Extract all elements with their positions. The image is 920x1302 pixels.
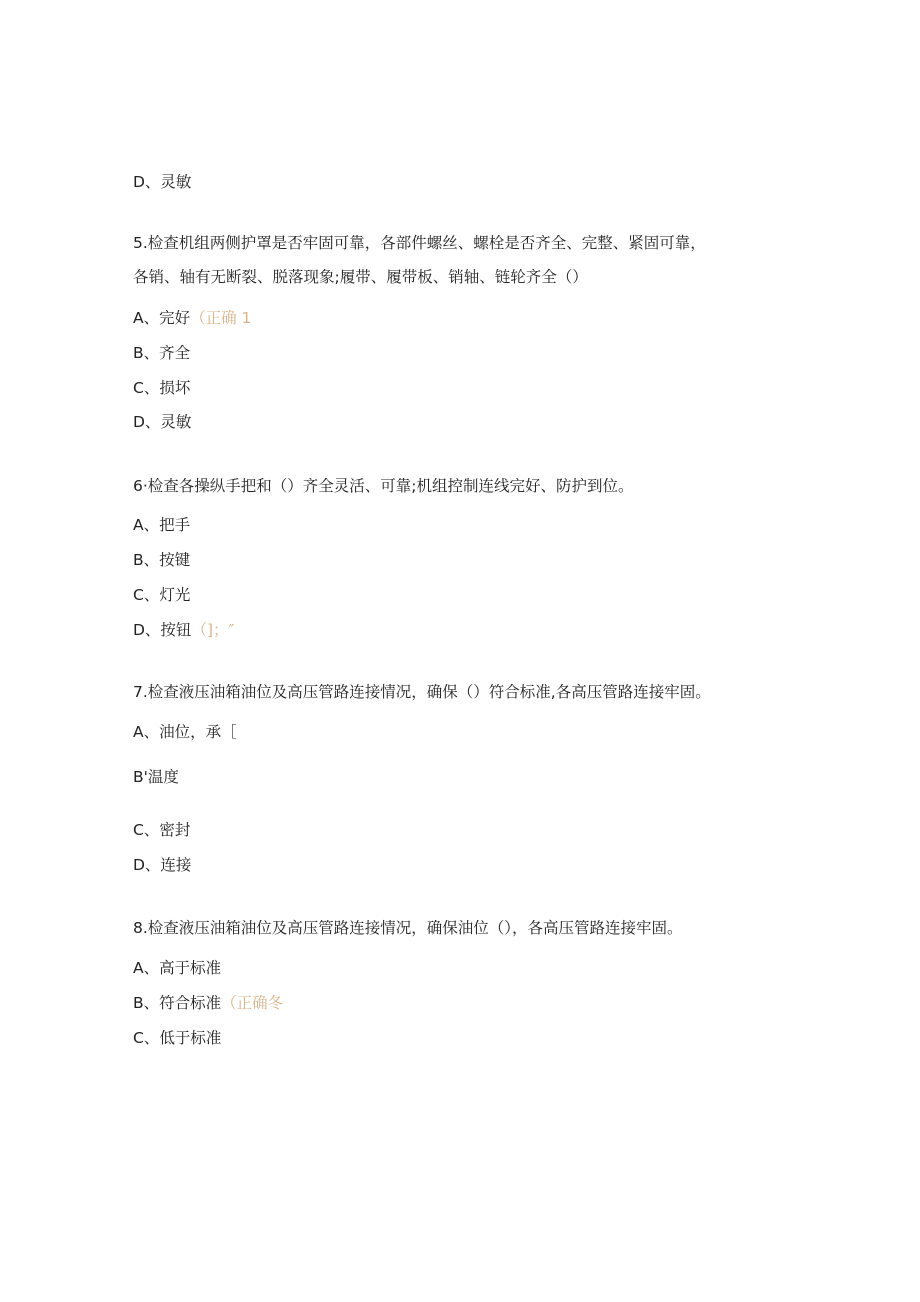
q4-option-d: D、灵敏 xyxy=(133,173,192,191)
q7-option-d: D、连接 xyxy=(133,856,192,874)
q8-option-c: C、低于标准 xyxy=(133,1029,222,1047)
q6-option-c: C、灯光 xyxy=(133,586,191,604)
q5-option-d: D、灵敏 xyxy=(133,413,192,431)
q5-option-a xyxy=(133,308,251,328)
q5-option-a-note: （正确 1 xyxy=(190,309,252,327)
q5-stem-line1: 5.检查机组两侧护罩是否牢固可靠，各部件螺丝、螺栓是否齐全、完整、紧固可靠， xyxy=(133,234,706,252)
q8-stem: 8.检查液压油箱油位及高压管路连接情况，确保油位（），各高压管路连接牢固。 xyxy=(133,919,683,937)
q6-option-d xyxy=(133,620,234,640)
q8-option-b xyxy=(133,993,283,1013)
q8-option-b-text: B、符合标准 xyxy=(133,994,222,1012)
q7-stem: 7.检查液压油箱油位及高压管路连接情况，确保（）符合标准,各高压管路连接牢固。 xyxy=(133,683,711,701)
q7-option-a: A、油位，承［ xyxy=(133,723,237,741)
q6-option-a: A、把手 xyxy=(133,516,191,534)
q7-option-c: C、密封 xyxy=(133,821,191,839)
q8-option-a: A、高于标准 xyxy=(133,959,222,977)
q5-option-c: C、损坏 xyxy=(133,379,191,397)
q5-stem-line2: 各销、轴有无断裂、脱落现象;履带、履带板、销轴、链轮齐全（） xyxy=(133,268,588,286)
q5-option-b: B、齐全 xyxy=(133,344,191,362)
q7-option-b: B'温度 xyxy=(133,768,179,786)
q5-option-a-text: A、完好 xyxy=(133,309,191,327)
q6-option-b: B、按键 xyxy=(133,551,191,569)
q6-option-d-note: （]；″ xyxy=(191,621,235,639)
q8-option-b-note: （正确冬 xyxy=(221,994,284,1012)
q6-stem: 6·检查各操纵手把和（）齐全灵活、可靠;机组控制连线完好、防护到位。 xyxy=(133,477,634,495)
q6-option-d-text: D、按钮 xyxy=(133,621,192,639)
